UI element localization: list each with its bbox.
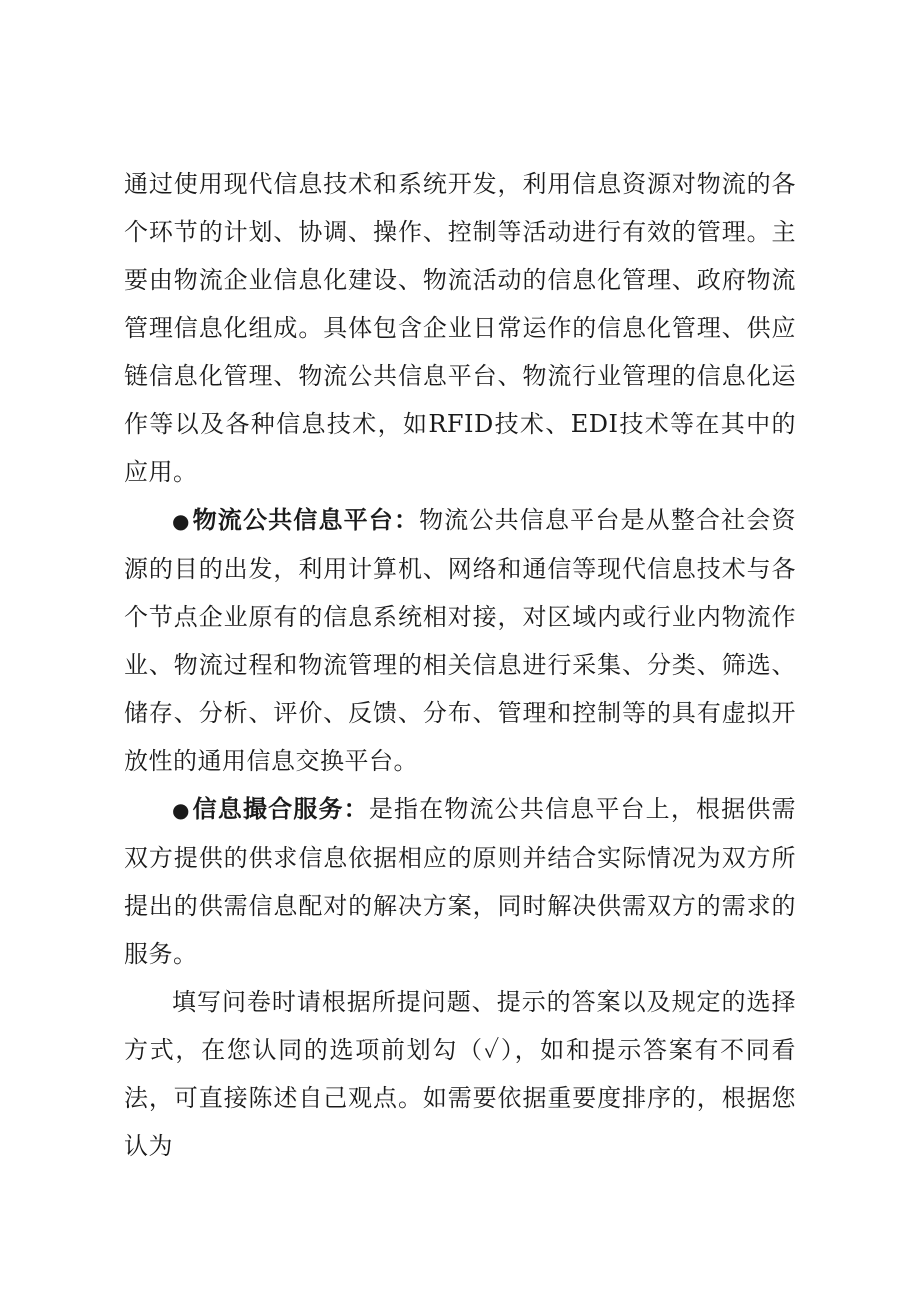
intro-paragraph <box>124 160 796 496</box>
document-body <box>124 160 796 1170</box>
intro-text: 通过使用现代信息技术和系统开发，利用信息资源对物流的各个环节的计划、协调、操作、控制等活动进行有效的管理。主要由物流企业信息化建设、物流活动的信息化管理、政府物流管理信息化组成。具体包含企业日常运作的信息化管理、供应链信息化管理、物流公共信息平台、物流行业管理的信息化运作等以及各种信息技术，如RFID技术、EDI技术等在其中的应用。 <box>124 170 796 486</box>
bullet-icon: ● <box>172 509 190 533</box>
matching-definition-text: 是指在物流公共信息平台上，根据供需双方提供的供求信息依据相应的原则并结合实际情况为双方所提出的供需信息配对的解决方案，同时解决供需双方的需求的服务。 <box>124 795 797 968</box>
platform-definition-paragraph <box>124 496 796 785</box>
matching-term: 信息撮合服务： <box>191 795 369 823</box>
bullet-icon: ● <box>172 798 190 822</box>
instructions-text: 填写问卷时请根据所提问题、提示的答案以及规定的选择方式，在您认同的选项前划勾（✓），如和提示答案有不同看法，可直接陈述自己观点。如需要依据重要度排序的，根据您认为 <box>124 988 796 1160</box>
platform-term: 物流公共信息平台： <box>191 506 420 534</box>
platform-definition-text: 物流公共信息平台是从整合社会资源的目的出发，利用计算机、网络和通信等现代信息技术与各个节点企业原有的信息系统相对接，对区域内或行业内物流作业、物流过程和物流管理的相关信息进行采集、分类、筛选、储存、分析、评价、反馈、分布、管理和控制等的具有虚拟开放性的通用信息交换平台。 <box>124 506 797 775</box>
matching-definition-paragraph <box>124 785 796 978</box>
instructions-paragraph <box>124 978 796 1170</box>
